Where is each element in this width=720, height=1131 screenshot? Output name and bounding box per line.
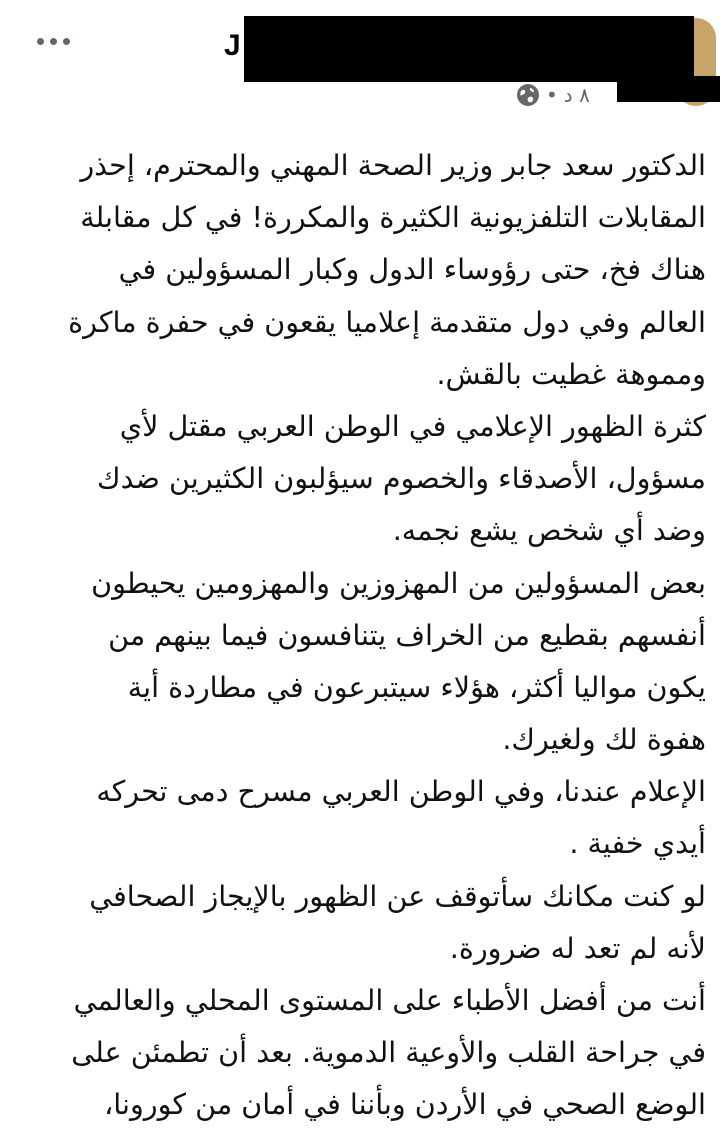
post-text-line: هفوة لك ولغيرك. (502, 722, 706, 757)
post-text-line: وضد أي شخص يشع نجمه. (392, 513, 706, 548)
author-name[interactable]: J (224, 29, 241, 62)
post-text-line: كثرة الظهور الإعلامي في الوطن العربي مقتل لأي (119, 408, 706, 443)
post-header (0, 0, 720, 125)
more-dots-icon (37, 38, 44, 45)
post-text-line: هناك فخ، حتى رؤوساء الدول وكبار المسؤولين في (118, 252, 706, 287)
post-body (26, 139, 706, 1131)
post-meta (516, 80, 590, 110)
post-text-line: المقابلات التلفزيونية الكثيرة والمكررة! في كل مقابلة (80, 200, 706, 235)
post-text-line: لو كنت مكانك سأتوقف عن الظهور بالإيجاز الصحافي (89, 878, 706, 913)
more-dots-icon (63, 38, 70, 45)
more-options-button[interactable] (30, 24, 76, 58)
post-text-line: الدكتور سعد جابر وزير الصحة المهني والمحترم، إحذر (80, 148, 706, 182)
meta-separator: • (546, 83, 558, 107)
post-text-line: يكون مواليا أكثر، هؤلاء سيتبرعون في مطاردة أية (127, 669, 706, 704)
redaction-block (617, 76, 720, 102)
post-text-line: الوضع الصحي في الأردن وبأننا في أمان من كورونا، (104, 1087, 706, 1122)
post-text-line: ومموهة غطيت بالقش. (436, 356, 706, 391)
post-text-line: الإعلام عندنا، وفي الوطن العربي مسرح دمى تحركه (96, 774, 706, 809)
post-text-line: لأنه لم تعد له ضرورة. (449, 930, 706, 965)
post-text-line: أيدي خفية . (569, 826, 706, 861)
post-text-line: بعض المسؤولين من المهزوزين والمهزومين يحيطون (91, 565, 706, 600)
post-text-line: في جراحة القلب والأوعية الدموية. بعد أن تطمئن على (71, 1035, 706, 1070)
post-text-line: العالم وفي دول متقدمة إعلاميا يقعون في حفرة ماكرة (68, 304, 706, 339)
post-text-line: مسؤول، الأصدقاء والخصوم سيؤلبون الكثيرين ضدك (97, 461, 706, 496)
globe-icon (516, 83, 540, 107)
post-text-line: أنفسهم بقطيع من الخراف يتنافسون فيما بينهم من (108, 617, 706, 652)
more-dots-icon (50, 38, 57, 45)
post-time[interactable]: ٨ د (563, 83, 590, 107)
redaction-block (244, 16, 694, 82)
post-text-line: أنت من أفضل الأطباء على المستوى المحلي والعالمي (73, 983, 706, 1017)
